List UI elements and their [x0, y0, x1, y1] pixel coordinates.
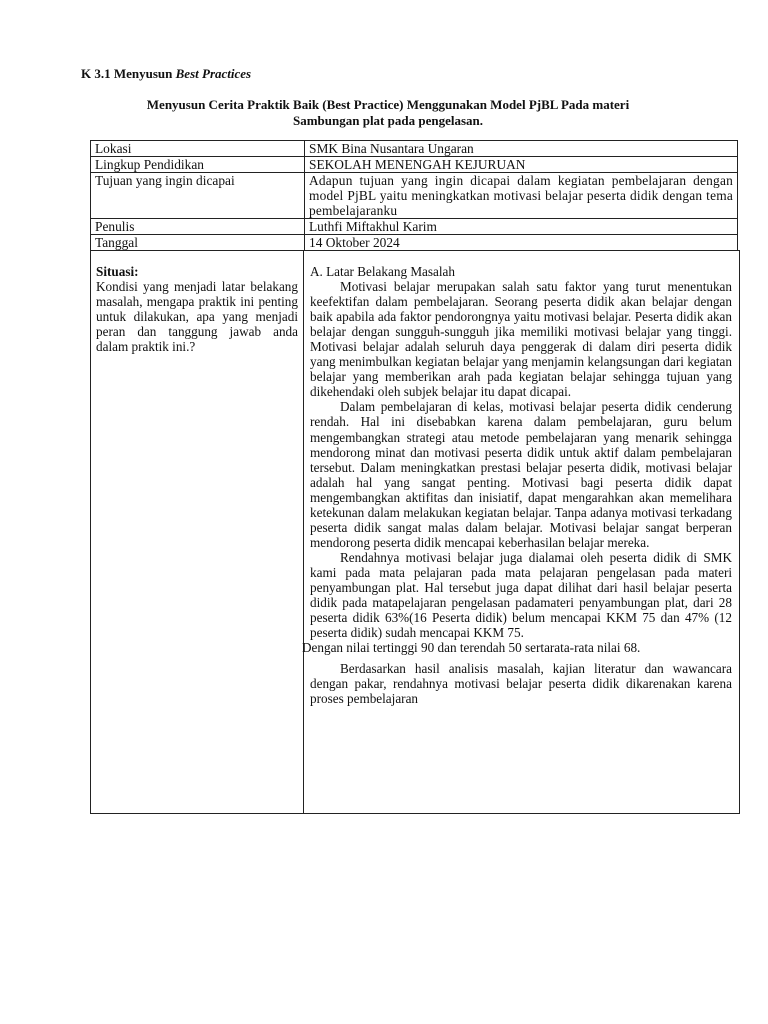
row-lingkup	[91, 157, 738, 173]
penulis-label: Penulis	[91, 219, 305, 235]
column-divider	[303, 251, 304, 813]
title-line-1: Menyusun Cerita Praktik Baik (Best Practice) Menggunakan Model PjBL Pada materi	[146, 97, 630, 112]
section-title: A. Latar Belakang Masalah	[310, 264, 456, 279]
row-penulis	[91, 219, 738, 235]
row-tujuan	[91, 173, 738, 219]
row-tanggal	[91, 235, 738, 251]
lokasi-label: Lokasi	[91, 141, 305, 157]
tujuan-value: Adapun tujuan yang ingin dicapai dalam kegiatan pembelajaran dengan model PjBL yaitu meningkatkan motivasi belajar peserta didik dengan tema pembelajaranku	[305, 173, 738, 219]
paragraph-1: Motivasi belajar merupakan salah satu faktor yang turut menentukan keefektifan dalam pembelajaran. Seorang peserta didik akan belajar dengan baik apabila ada faktor pendorongnya yaitu motivasi belajar. Peserta didik akan belajar dengan sungguh-sungguh jika memiliki motivasi belajar yang tinggi. Motivasi belajar adalah seluruh daya penggerak di dalam diri peserta didik yang menimbulkan kegiatan belajar yang menjamin kelangsungan dari kegiatan belajar yang memberikan arah pada kegiatan belajar sehingga tujuan yang dikehendaki oleh subjek belajar itu dapat dicapai.	[310, 279, 732, 400]
situasi-question: Kondisi yang menjadi latar belakang masalah, mengapa praktik ini penting untuk dilakukan, apa yang menjadi peran dan tanggung jawab anda dalam praktik ini.?	[96, 279, 298, 354]
row-lokasi	[91, 141, 738, 157]
tanggal-value: 14 Oktober 2024	[305, 235, 738, 251]
section-code: K 3.1 Menyusun	[81, 66, 173, 81]
situasi-table	[90, 250, 740, 814]
situasi-answer	[302, 264, 732, 707]
penulis-value: Luthfi Miftakhul Karim	[305, 219, 738, 235]
lingkup-value: SEKOLAH MENENGAH KEJURUAN	[305, 157, 738, 173]
tanggal-label: Tanggal	[91, 235, 305, 251]
lingkup-label: Lingkup Pendidikan	[91, 157, 305, 173]
document-title	[88, 97, 688, 129]
situasi-label: Situasi:	[96, 264, 139, 279]
lokasi-value: SMK Bina Nusantara Ungaran	[305, 141, 738, 157]
title-line-2: Sambungan plat pada pengelasan.	[292, 113, 483, 128]
section-heading	[81, 66, 251, 82]
situasi-prompt	[96, 264, 298, 354]
info-table	[90, 140, 738, 251]
paragraph-3: Rendahnya motivasi belajar juga dialamai oleh peserta didik di SMK kami pada mata pelajaran pada mata pelajaran pengelasan pada materi penyambungan plat. Hal tersebut juga dapat dilihat dari hasil belajar peserta didik pada matapelajaran pengelasan padamateri penyambungan plat, dari 28 peserta didik 63%(16 Peserta didik) belum mencapai KKM 75 dan 47% (12 peserta didik) sudah mencapai KKM 75.	[310, 549, 732, 641]
paragraph-5: Berdasarkan hasil analisis masalah, kajian literatur dan wawancara dengan pakar, rendahnya motivasi belajar peserta didik dikarenakan karena proses pembelajaran	[310, 661, 732, 707]
paragraph-4: Dengan nilai tertinggi 90 dan terendah 50 sertarata-rata nilai 68.	[302, 640, 641, 656]
section-code-italic: Best Practices	[175, 66, 252, 81]
tujuan-label: Tujuan yang ingin dicapai	[91, 173, 305, 219]
paragraph-2: Dalam pembelajaran di kelas, motivasi belajar peserta didik cenderung rendah. Hal ini disebabkan karena dalam pembelajaran, guru belum mengembangkan strategi atau metode pembelajaran yang menarik sehingga mendorong minat dan motivasi peserta didik untuk aktif dalam pembelajaran tersebut. Dalam meningkatkan prestasi belajar peserta didik, motivasi belajar adalah hal yang sangat penting. Motivasi bagi peserta didik dapat mengembangkan aktifitas dan inisiatif, dapat mengarahkan akan memelihara ketekunan dalam melakukan kegiatan belajar. Tanpa adanya motivasi terkadang peserta didik sangat malas dalam belajar. Motivasi belajar sangat berperan mendorong peserta didik mencapai keberhasilan belajar mereka.	[310, 399, 732, 550]
